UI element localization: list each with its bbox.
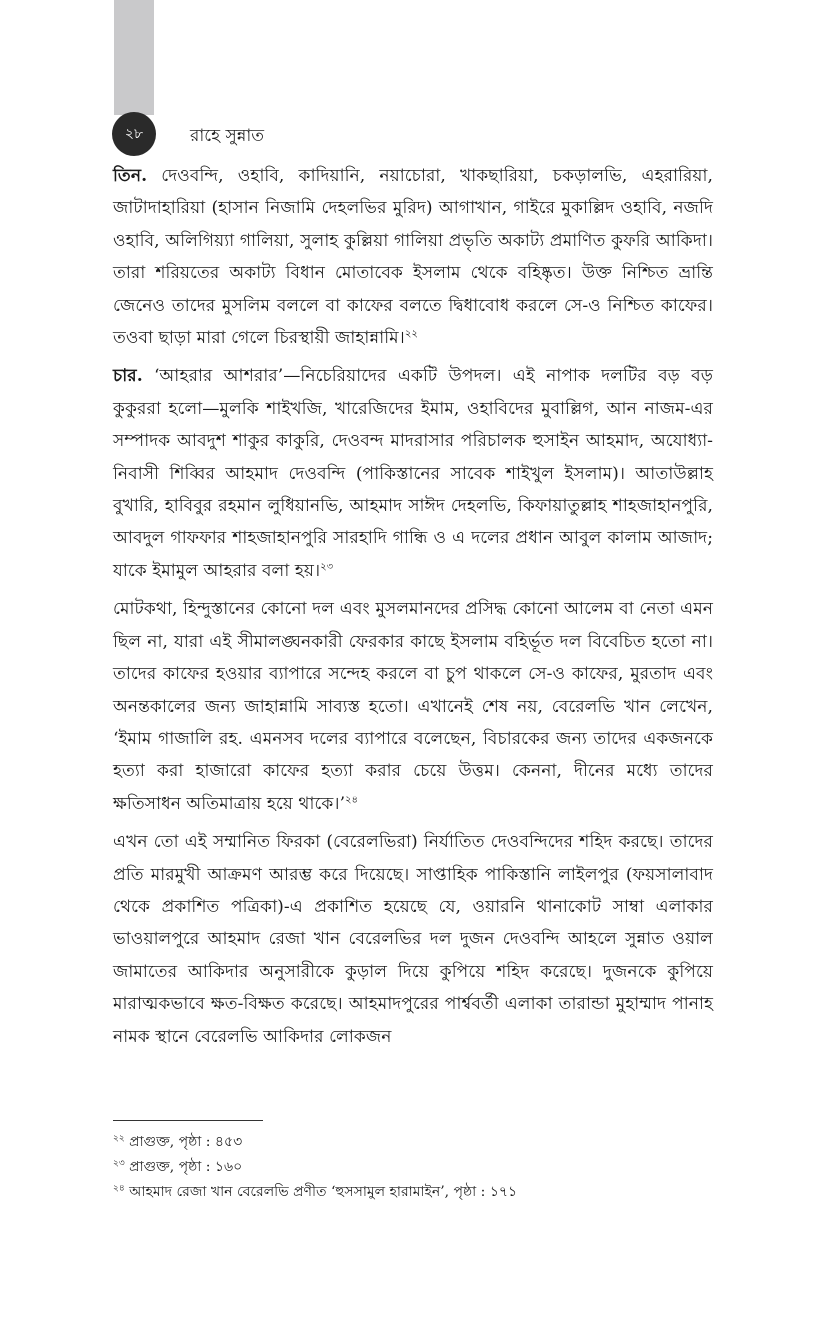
footnote-text: প্রাগুক্ত, পৃষ্ঠা : ৪৫৩: [129, 1134, 243, 1150]
paragraph-4: [113, 826, 713, 1053]
footnote-number: ২৪: [113, 1183, 125, 1194]
paragraph-text: মোটকথা, হিন্দুস্তানের কোনো দল এবং মুসলমানদের প্রসিদ্ধ কোনো আলেম বা নেতা এমন ছিল না, যারা এই সীমালঙ্ঘনকারী ফেরকার কাছে ইসলাম বহির্ভূত দল বিবেচিত হতো না। তাদের কাফের হওয়ার ব্যাপারে সন্দেহ করলে বা চুপ থাকলে সে-ও কাফের, মুরতাদ এবং অনন্তকালের জন্য জাহান্নামি সাব্যস্ত হতো। এখানেই শেষ নয়, বেরেলভি খান লেখেন, ‘ইমাম গাজালি রহ. এমনসব দলের ব্যাপারে বলেছেন, বিচারকের জন্য তাদের একজনকে হত্যা করা হাজারো কাফের হত্যা করার চেয়ে উত্তম। কেননা, দীনের মধ্যে তাদের ক্ষতিসাধন অতিমাত্রায় হয়ে থাকে।’: [113, 599, 713, 814]
paragraph-lead: চার.: [113, 366, 143, 387]
paragraph-text: ‘আহরার আশরার’—নিচেরিয়াদের একটি উপদল। এই নাপাক দলটির বড় বড় কুকুররা হলো—মুলকি শাইখজি, খারেজিদের ইমাম, ওহাবিদের মুবাল্লিগ, আন নাজম-এর সম্পাদক আবদুশ শাকুর কাকুরি, দেওবন্দ মাদরাসার পরিচালক হুসাইন আহমাদ, অযোধ্যা-নিবাসী শিব্বির আহমাদ দেওবন্দি (পাকিস্তানের সাবেক শাইখুল ইসলাম)। আতাউল্লাহ বুখারি, হাবিবুর রহমান লুধিয়ানভি, আহমাদ সাঈদ দেহলভি, কিফায়াতুল্লাহ শাহজাহানপুরি, আবদুল গাফফার শাহজাহানপুরি সারহাদি গান্ধি ও এ দলের প্রধান আবুল কালাম আজাদ; যাকে ইমামুল আহরার বলা হয়।: [113, 366, 713, 581]
footnote-item: [113, 1180, 713, 1205]
paragraph-2: [113, 360, 713, 587]
body-text: [113, 160, 713, 1059]
page-number: ২৮: [124, 126, 144, 142]
paragraph-1: [113, 160, 713, 354]
footnote-marker[interactable]: ২২: [404, 328, 418, 340]
page-tab-decoration: [114, 0, 154, 115]
paragraph-lead: তিন.: [113, 166, 148, 186]
page-number-badge: [112, 112, 156, 156]
footnote-divider: [113, 1120, 263, 1121]
footnote-item: [113, 1130, 713, 1155]
paragraph-text: এখন তো এই সম্মানিত ফিরকা (বেরেলভিরা) নির্যাতিত দেওবন্দিদের শহিদ করছে। তাদের প্রতি মারমুখী আক্রমণ আরম্ভ করে দিয়েছে। সাপ্তাহিক পাকিস্তানি লাইলপুর (ফয়সালাবাদ থেকে প্রকাশিত পত্রিকা)-এ প্রকাশিত হয়েছে যে, ওয়ারনি থানাকোট সাম্বা এলাকার ভাওয়ালপুরে আহমাদ রেজা খান বেরেলভির দল দুজন দেওবন্দি আহলে সুন্নাত ওয়াল জামাতের আকিদার অনুসারীকে কুড়াল দিয়ে কুপিয়ে শহিদ করেছে। দুজনকে কুপিয়ে মারাত্মকভাবে ক্ষত-বিক্ষত করেছে। আহমাদপুরের পার্শ্ববর্তী এলাকা তারান্ডা মুহাম্মাদ পানাহ নামক স্থানে বেরেলভি আকিদার লোকজন: [113, 832, 713, 1047]
footnote-item: [113, 1155, 713, 1180]
paragraph-text: দেওবন্দি, ওহাবি, কাদিয়ানি, নয়াচোরা, খাকছারিয়া, চকড়ালভি, এহরারিয়া, জাটাদাহারিয়া (হাসান নিজামি দেহলভির মুরিদ) আগাখান, গাইরে মুকাল্লিদ ওহাবি, নজদি ওহাবি, অলিগিয়্যা গালিয়া, সুলাহ কুল্লিয়া গালিয়া প্রভৃতি অকাট্য প্রমাণিত কুফরি আকিদা। তারা শরিয়তের অকাট্য বিধান মোতাবেক ইসলাম থেকে বহিষ্কৃত। উক্ত নিশ্চিত ভ্রান্তি জেনেও তাদের মুসলিম বললে বা কাফের বলতে দ্বিধাবোধ করলে সে-ও নিশ্চিত কাফের। তওবা ছাড়া মারা গেলে চিরস্থায়ী জাহান্নামি।: [113, 166, 713, 349]
footnote-text: আহমাদ রেজা খান বেরেলভি প্রণীত ‘হুসসামুল হারামাইন’, পৃষ্ঠা : ১৭১: [129, 1184, 518, 1200]
running-title: রাহে সুন্নাত: [190, 126, 265, 146]
footnote-number: ২৩: [113, 1158, 125, 1169]
paragraph-3: [113, 593, 713, 820]
footnote-marker[interactable]: ২৩: [320, 561, 334, 573]
footnote-text: প্রাগুক্ত, পৃষ্ঠা : ১৬০: [129, 1159, 243, 1175]
footnotes: [113, 1130, 713, 1205]
footnote-number: ২২: [113, 1133, 125, 1144]
footnote-marker[interactable]: ২৪: [345, 793, 359, 805]
